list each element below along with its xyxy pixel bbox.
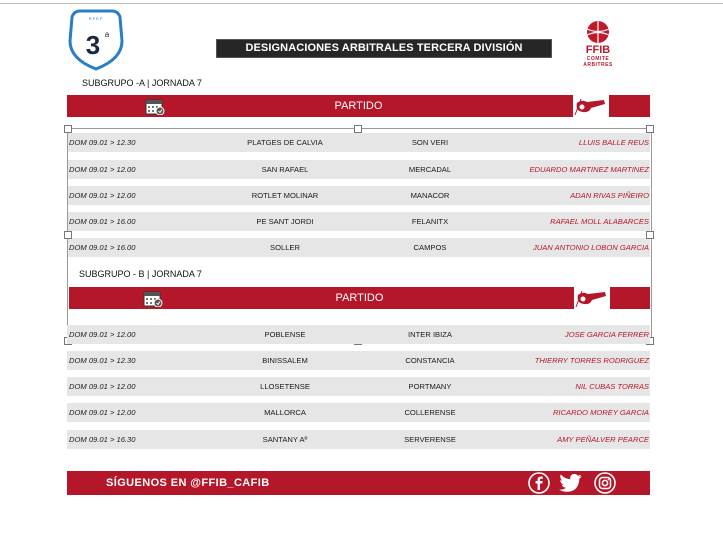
selection-frame[interactable]: [67, 128, 652, 343]
banner-label: PARTIDO: [334, 100, 383, 112]
match-date: DOM 09.01 > 12.00: [69, 382, 136, 391]
resize-handle[interactable]: [646, 125, 654, 133]
away-team: MERCADAL: [408, 165, 452, 174]
away-team: FELANITX: [411, 217, 449, 226]
badge-number: 3: [85, 30, 101, 60]
badge-superscript: a: [104, 30, 110, 39]
whistle-icon: [573, 95, 609, 117]
referee-name: RICARDO MOREY GARCIA: [552, 408, 649, 417]
referee-name: AMY PEÑALVER PEARCE: [557, 435, 649, 444]
calendar-icon: [145, 97, 165, 115]
resize-handle[interactable]: [64, 231, 72, 239]
match-row: [67, 377, 650, 396]
subgroup-b-label: SUBGRUPO - B | JORNADA 7: [79, 269, 202, 279]
home-team: SAN RAFAEL: [261, 165, 309, 174]
referee-name: THIERRY TORRES RODRIGUEZ: [534, 356, 649, 365]
match-date: DOM 09.01 > 12.00: [69, 408, 136, 417]
home-team: SANTANY Aº: [262, 435, 308, 444]
home-team: LLOSETENSE: [260, 382, 310, 391]
home-team: PE SANT JORDI: [256, 217, 314, 226]
whistle-icon: [574, 287, 610, 309]
twitter-icon[interactable]: [558, 472, 584, 494]
referee-name: RAFAEL MOLL ALABARCES: [550, 217, 649, 226]
referee-name: NIL CUBAS TORRAS: [575, 382, 649, 391]
tercera-division-badge: [68, 7, 124, 73]
referee-name: JOSE GARCIA FERRER: [564, 330, 649, 339]
match-date: DOM 09.01 > 16.00: [69, 217, 136, 226]
partido-banner-a: [67, 95, 650, 117]
away-team: INTER IBIZA: [408, 330, 452, 339]
home-team: POBLENSE: [264, 330, 306, 339]
away-team: CONSTANCIA: [405, 356, 455, 365]
partido-banner-b: [69, 287, 650, 309]
whistle-icon-box: [573, 95, 609, 117]
badge-top-text: RFEF: [88, 16, 104, 21]
resize-handle[interactable]: [64, 125, 72, 133]
home-team: MALLORCA: [264, 408, 306, 417]
top-border: [0, 3, 723, 4]
away-team: SERVERENSE: [404, 435, 456, 444]
referee-name: LLUIS BALLE REUS: [578, 138, 649, 147]
referee-name: ADAN RIVAS PIÑEIRO: [570, 191, 649, 200]
match-date: DOM 09.01 > 12.00: [69, 165, 136, 174]
instagram-icon[interactable]: [594, 472, 616, 494]
match-row: [67, 325, 650, 344]
facebook-icon[interactable]: [528, 472, 550, 494]
away-team: COLLERENSE: [404, 408, 456, 417]
banner-label: PARTIDO: [335, 292, 384, 304]
match-date: DOM 09.01 > 12.00: [69, 330, 136, 339]
away-team: CAMPOS: [413, 243, 447, 252]
follow-text: SÍGUENOS EN @FFIB_CAFIB: [106, 477, 270, 489]
ffib-logo-subtext: COMITE ARBITRES: [583, 56, 613, 68]
home-team: BINISSALEM: [262, 356, 308, 365]
referee-name: EDUARDO MARTINEZ MARTINEZ: [529, 165, 649, 174]
match-date: DOM 09.01 > 16.30: [69, 435, 136, 444]
social-footer: [67, 471, 650, 495]
calendar-icon: [143, 289, 163, 307]
match-row: [67, 430, 650, 449]
whistle-icon-box: [574, 287, 610, 309]
referee-name: JUAN ANTONIO LOBON GARCIA: [532, 243, 649, 252]
resize-handle[interactable]: [354, 125, 362, 133]
match-date: DOM 09.01 > 16.00: [69, 243, 136, 252]
resize-handle[interactable]: [646, 231, 654, 239]
ffib-logo-text: FFIB: [585, 44, 611, 56]
match-date: DOM 09.01 > 12.30: [69, 138, 136, 147]
match-date: DOM 09.01 > 12.00: [69, 191, 136, 200]
match-row: [67, 403, 650, 422]
home-team: SOLLER: [270, 243, 300, 252]
match-row: [67, 351, 650, 370]
home-team: PLATGES DE CALVIA: [247, 138, 323, 147]
away-team: MANACOR: [410, 191, 450, 200]
away-team: PORTMANY: [408, 382, 452, 391]
page-title: DESIGNACIONES ARBITRALES TERCERA DIVISIÓN: [216, 39, 552, 58]
subgroup-a-label: SUBGRUPO -A | JORNADA 7: [82, 78, 202, 88]
away-team: SON VERI: [411, 138, 449, 147]
match-date: DOM 09.01 > 12.30: [69, 356, 136, 365]
home-team: ROTLET MOLINAR: [251, 191, 319, 200]
